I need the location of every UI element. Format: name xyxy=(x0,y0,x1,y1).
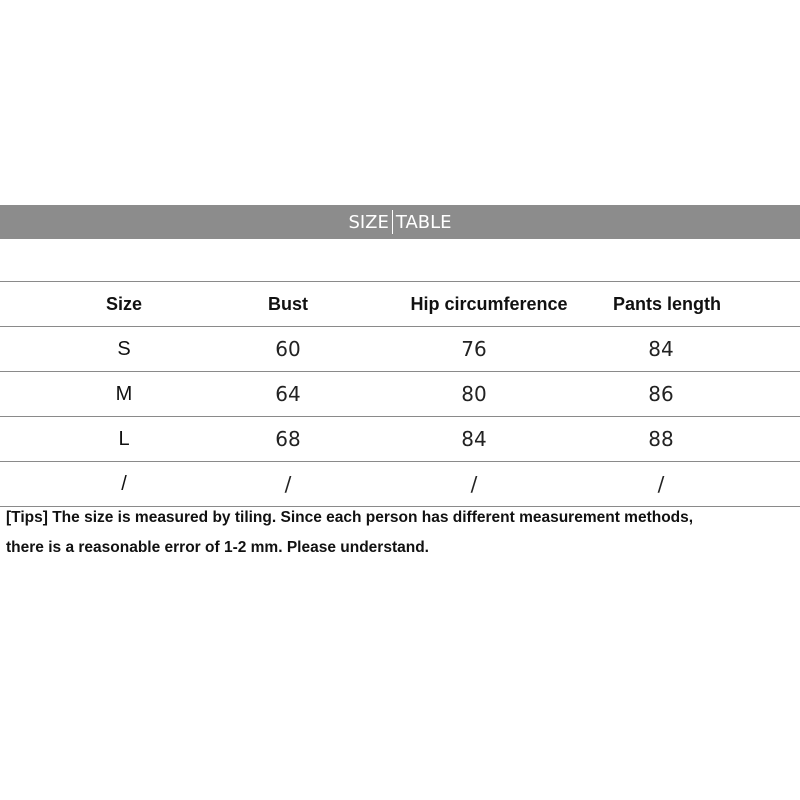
measurement-tips xyxy=(6,503,800,563)
header-hip-circumference: Hip circumference xyxy=(410,293,568,314)
banner-title-right: TABLE xyxy=(395,211,452,233)
cell-hip: 76 xyxy=(461,337,487,361)
cell-bust: 60 xyxy=(275,337,301,361)
cell-hip: / xyxy=(470,472,478,496)
cell-size: M xyxy=(115,382,133,405)
header-pants-length: Pants length xyxy=(612,293,722,314)
cell-hip: 80 xyxy=(461,382,487,406)
table-row xyxy=(0,371,800,416)
table-header-row xyxy=(0,281,800,326)
tips-line-1: [Tips] The size is measured by tiling. Since each person has different measurement methods, xyxy=(6,509,694,526)
cell-pants-length: 88 xyxy=(648,427,674,451)
table-row xyxy=(0,461,800,507)
cell-pants-length: 84 xyxy=(648,337,674,361)
cell-bust: 68 xyxy=(275,427,301,451)
cell-bust: 64 xyxy=(275,382,301,406)
cell-size: L xyxy=(118,427,130,450)
cell-hip: 84 xyxy=(461,427,487,451)
size-table xyxy=(0,281,800,507)
tips-line-2: there is a reasonable error of 1-2 mm. Please understand. xyxy=(6,539,429,556)
banner-title-left: SIZE xyxy=(348,211,389,233)
banner-divider xyxy=(392,210,393,234)
table-row xyxy=(0,326,800,371)
header-bust: Bust xyxy=(268,293,308,314)
cell-pants-length: 86 xyxy=(648,382,674,406)
cell-size: / xyxy=(121,472,127,495)
cell-bust: / xyxy=(284,472,292,496)
header-size: Size xyxy=(105,293,143,314)
cell-pants-length: / xyxy=(657,472,665,496)
cell-size: S xyxy=(117,337,131,360)
size-table-banner xyxy=(0,205,800,239)
table-row xyxy=(0,416,800,461)
